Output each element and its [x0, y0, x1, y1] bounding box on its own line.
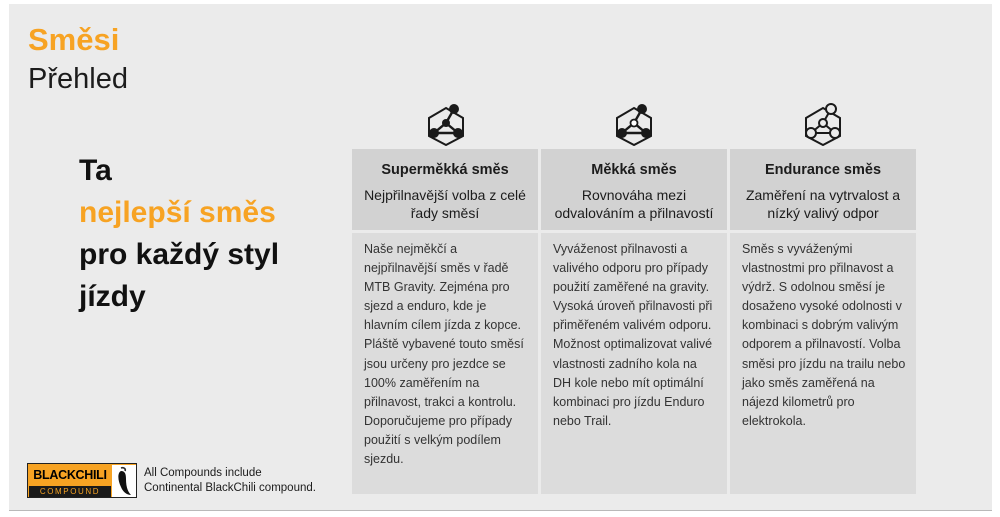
- note-line-1: All Compounds include: [144, 467, 262, 479]
- column-title: Měkká směs: [591, 162, 677, 178]
- column-title: Superměkká směs: [381, 162, 509, 178]
- headline: [79, 150, 339, 318]
- headline-line-3: pro každý styl: [79, 238, 280, 271]
- column-header: [730, 149, 916, 230]
- column-body: Vyváženost přilnavosti a valivého odporu pro případy použití zaměřené na gravity. Vysoká úroveň přilnavosti při přiměřeném valivém odporu. Možnost optimalizovat valivé vlastnosti zadního kola na DH kole nebo mít optimální kombinaci pro jízdu Enduro nebo Trail.: [541, 233, 727, 494]
- compound-molecule-icon: [423, 102, 469, 146]
- chili-pepper-icon: [112, 465, 136, 497]
- logo-wordmark: BLACKCHILI: [29, 465, 111, 485]
- column-subtitle: Rovnováha mezi odvalováním a přilnavostí: [554, 187, 714, 221]
- compound-column-endurance: [730, 149, 916, 494]
- headline-line-4: jízdy: [79, 280, 146, 313]
- compound-molecule-icon: [611, 102, 657, 146]
- column-header: [541, 149, 727, 230]
- blackchili-logo: [27, 463, 137, 498]
- page-title: Směsi: [28, 22, 120, 57]
- compound-column-supersoft: [352, 149, 538, 494]
- column-subtitle: Nejpřilnavější volba z celé řady směsí: [364, 187, 526, 221]
- logo-compound-label: COMPOUND: [29, 486, 111, 497]
- column-title: Endurance směs: [764, 162, 882, 178]
- note-line-2: Continental BlackChili compound.: [144, 482, 316, 494]
- compound-molecule-outline-icon: [800, 102, 846, 146]
- compound-note: [144, 466, 316, 496]
- column-body: Naše nejměkčí a nejpřilnavější směs v řadě MTB Gravity. Zejména pro sjezd a enduro, kde je hlavním cílem jízda z kopce. Pláště vybavené touto směsí jsou určeny pro jezdce se 100% zaměřením na přilnavost, trakci a kontrolu. Doporučujeme pro případy použití s velkým podílem sjezdu.: [352, 233, 538, 494]
- column-body: Směs s vyváženými vlastnostmi pro přilnavost a výdrž. S odolnou směsí je dosaženo vysoké odolnosti v kombinaci s dobrým valivým odporem a přilnavostí. Volba směsi pro jízdu na trailu nebo jako směs zaměřená na nájezd kilometrů pro elektrokola.: [730, 233, 916, 494]
- column-subtitle: Zaměření na vytrvalost a nízký valivý odpor: [745, 187, 901, 221]
- page-subtitle: Přehled: [28, 63, 128, 95]
- column-header: [352, 149, 538, 230]
- bottom-divider: [9, 510, 992, 511]
- headline-accent: nejlepší směs: [79, 196, 276, 229]
- compound-column-soft: [541, 149, 727, 494]
- headline-line-1: Ta: [79, 154, 112, 187]
